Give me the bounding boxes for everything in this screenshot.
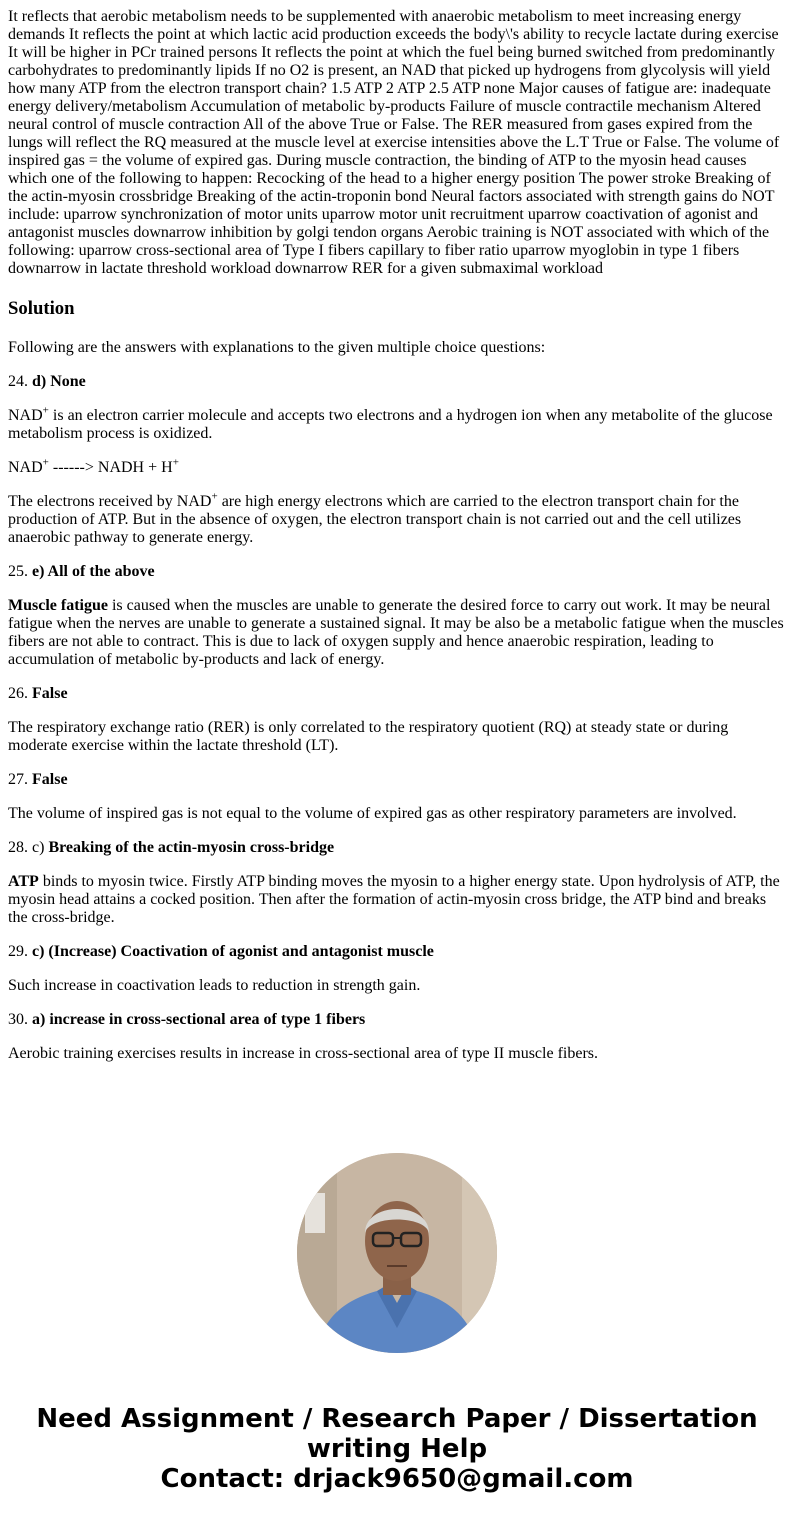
explanation-24-equation bbox=[8, 456, 786, 477]
superscript: + bbox=[42, 404, 49, 417]
answer-choice: c) (Increase) Coactivation of agonist and antagonist muscle bbox=[32, 943, 434, 960]
person-photo-icon bbox=[297, 1153, 497, 1353]
promo-banner bbox=[0, 1404, 794, 1494]
question-text: It reflects that aerobic metabolism needs to be supplemented with anaerobic metabolism to meet increasing energy demands It reflects the point at which lactic acid production exceeds the body\'s ability to recycle lactate during exercise It will be higher in PCr trained persons It reflects the point at which the fuel being burned switched from predominantly carbohydrates to predominantly lipids If no O2 is present, an NAD that picked up hydrogens from glycolysis will yield how many ATP from the electron transport chain? 1.5 ATP 2 ATP 2.5 ATP none Major causes of fatigue are: inadequate energy delivery/metabolism Accumulation of metabolic by-products Failure of muscle contractile mechanism Altered neural control of muscle contraction All of the above True or False. The RER measured from gases expired from the lungs will reflect the RQ measured at the muscle level at exercise intensities above the L.T True or False. The volume of inspired gas = the volume of expired gas. During muscle contraction, the binding of ATP to the myosin head causes which one of the following to happen: Recocking of the head to a higher energy position The power stroke Breaking of the actin-myosin crossbridge Breaking of the actin-troponin bond Neural factors associated with strength gains do NOT include: uparrow synchronization of motor units uparrow motor unit recruitment uparrow coactivation of agonist and antagonist muscles downarrow inhibition by golgi tendon organs Aerobic training is NOT associated with which of the following: uparrow cross-sectional area of Type I fibers capillary to fiber ratio uparrow myoglobin in type 1 fibers downarrow in lactate threshold workload downarrow RER for a given submaximal workload bbox=[8, 8, 780, 277]
explanation-27: The volume of inspired gas is not equal to the volume of expired gas as other respiratory parameters are involved. bbox=[8, 805, 737, 822]
solution-heading: Solution bbox=[8, 298, 75, 319]
answer-choice: d) None bbox=[32, 373, 86, 390]
explanation-text: The electrons received by NAD bbox=[8, 493, 212, 510]
nad-text: NAD bbox=[8, 459, 43, 476]
key-term: Muscle fatigue bbox=[8, 597, 108, 614]
answer-choice: Breaking of the actin-myosin cross-bridge bbox=[48, 839, 335, 856]
explanation-28 bbox=[8, 873, 786, 927]
answer-number: 30. bbox=[8, 1011, 28, 1028]
explanation-text: is an electron carrier molecule and accepts two electrons and a hydrogen ion when any metabolite of the glucose metabolism process is oxidized. bbox=[8, 407, 773, 442]
explanation-24-p3 bbox=[8, 490, 786, 547]
answer-choice: a) increase in cross-sectional area of type 1 fibers bbox=[32, 1011, 366, 1028]
superscript: + bbox=[172, 456, 179, 469]
author-avatar bbox=[297, 1153, 497, 1353]
document-body bbox=[8, 8, 786, 1063]
key-term: ATP bbox=[8, 873, 39, 890]
answer-25 bbox=[8, 563, 786, 581]
answer-29 bbox=[8, 943, 786, 961]
explanation-24-p1 bbox=[8, 404, 786, 443]
solution-intro: Following are the answers with explanations to the given multiple choice questions: bbox=[8, 339, 546, 356]
answer-28 bbox=[8, 839, 786, 857]
answer-27 bbox=[8, 771, 786, 789]
explanation-30: Aerobic training exercises results in increase in cross-sectional area of type II muscle fibers. bbox=[8, 1045, 598, 1062]
answer-number: 27. bbox=[8, 771, 28, 788]
answer-choice: e) All of the above bbox=[32, 563, 155, 580]
explanation-26: The respiratory exchange ratio (RER) is only correlated to the respiratory quotient (RQ) at steady state or during moderate exercise within the lactate threshold (LT). bbox=[8, 719, 729, 754]
superscript: + bbox=[211, 490, 218, 503]
equation-text: ------> NADH + H bbox=[48, 459, 173, 476]
superscript: + bbox=[42, 456, 49, 469]
nad-text: NAD bbox=[8, 407, 43, 424]
answer-26 bbox=[8, 685, 786, 703]
answer-24 bbox=[8, 373, 786, 391]
explanation-25 bbox=[8, 597, 786, 669]
explanation-29: Such increase in coactivation leads to reduction in strength gain. bbox=[8, 977, 421, 994]
answer-number: 29. bbox=[8, 943, 28, 960]
answer-number: 28. c) bbox=[8, 839, 45, 856]
explanation-text: is caused when the muscles are unable to generate the desired force to carry out work. It may be neural fatigue when the nerves are unable to generate a sustained signal. It may be also be a metabolic fatigue when the muscles fibers are not able to contract. This is due to lack of oxygen supply and hence anaerobic respiration, leading to accumulation of metabolic by-products and lack of energy. bbox=[8, 597, 784, 668]
answer-choice: False bbox=[32, 685, 68, 702]
explanation-text: binds to myosin twice. Firstly ATP binding moves the myosin to a higher energy state. Upon hydrolysis of ATP, the myosin head attains a cocked position. Then after the formation of actin-myosin cross bridge, the ATP bind and breaks the cross-bridge. bbox=[8, 873, 780, 926]
answer-30 bbox=[8, 1011, 786, 1029]
answer-number: 25. bbox=[8, 563, 28, 580]
answer-number: 24. bbox=[8, 373, 28, 390]
explanation-text: are high energy electrons which are carried to the electron transport chain for the production of ATP. But in the absence of oxygen, the electron transport chain is not carried out and the cell utilizes anaerobic pathway to generate energy. bbox=[8, 493, 742, 546]
promo-line-1: Need Assignment / Research Paper / Dissertation bbox=[36, 1404, 758, 1434]
promo-contact[interactable]: Contact: drjack9650@gmail.com bbox=[160, 1464, 634, 1494]
promo-line-2: writing Help bbox=[306, 1434, 488, 1464]
answer-number: 26. bbox=[8, 685, 28, 702]
answer-choice: False bbox=[32, 771, 68, 788]
